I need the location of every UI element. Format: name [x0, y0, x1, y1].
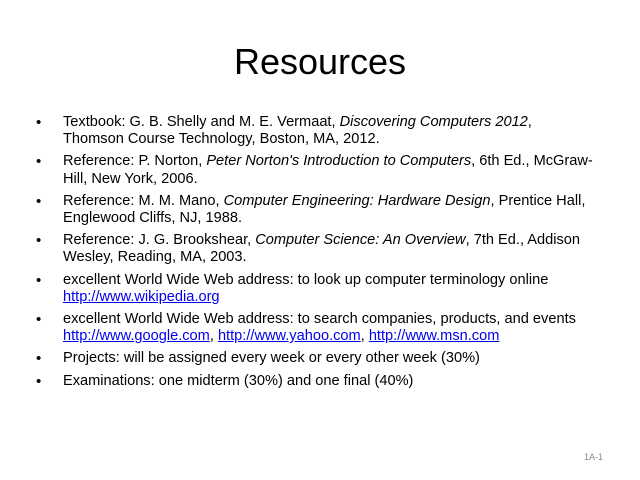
list-item-web-terminology	[36, 272, 596, 306]
google-link[interactable]: http://www.google.com	[63, 328, 210, 345]
item-text: Examinations: one midterm (30%) and one final (40%)	[63, 372, 414, 389]
list-item-projects	[36, 350, 596, 367]
page-number: 1A-1	[583, 452, 603, 462]
list-item-reference-mano	[36, 193, 596, 227]
list-item-examinations	[36, 373, 596, 390]
bullet-icon: •	[36, 350, 42, 368]
book-title: Peter Norton's Introduction to Computers	[206, 153, 472, 170]
bullet-icon: •	[36, 153, 42, 171]
bullet-icon: •	[36, 192, 42, 210]
link-separator: ,	[209, 328, 218, 345]
list-item-reference-norton	[36, 153, 596, 187]
bullet-icon: •	[36, 114, 42, 131]
item-text: Projects: will be assigned every week or every other week (30%)	[63, 350, 480, 367]
bullet-icon: •	[36, 232, 42, 250]
item-text: excellent World Wide Web address: to search companies, products, and events	[63, 311, 576, 328]
item-text: , Prentice Hall, Englewood Cliffs, NJ, 1988.	[63, 192, 586, 227]
link-separator: ,	[360, 328, 369, 345]
list-item-textbook	[36, 114, 596, 148]
item-text: Reference: P. Norton,	[63, 153, 207, 170]
slide-title: Resources	[233, 41, 407, 82]
wikipedia-link[interactable]: http://www.wikipedia.org	[63, 288, 220, 305]
item-text: , Thomson Course Technology, Boston, MA, 2012.	[63, 114, 532, 148]
list-item-reference-brookshear	[36, 232, 596, 266]
book-title: Computer Science: An Overview	[255, 232, 466, 249]
item-text: excellent World Wide Web address: to look up computer terminology online	[63, 271, 549, 288]
msn-link[interactable]: http://www.msn.com	[368, 328, 500, 345]
item-text: , 6th Ed., McGraw-Hill, New York, 2006.	[63, 153, 593, 187]
resource-list	[36, 114, 596, 395]
list-item-web-search	[36, 311, 596, 345]
yahoo-link[interactable]: http://www.yahoo.com	[217, 328, 361, 345]
item-text: Reference: M. M. Mano,	[63, 192, 224, 209]
book-title: Computer Engineering: Hardware Design	[223, 192, 491, 209]
bullet-icon: •	[36, 311, 42, 329]
bullet-icon: •	[36, 271, 42, 289]
book-title: Discovering Computers 2012	[339, 114, 528, 130]
item-text: , 7th Ed., Addison Wesley, Reading, MA, 2003.	[63, 232, 580, 266]
item-text: Textbook: G. B. Shelly and M. E. Vermaat,	[63, 114, 340, 130]
item-text: Reference: J. G. Brookshear,	[63, 232, 256, 249]
bullet-icon: •	[36, 372, 42, 390]
